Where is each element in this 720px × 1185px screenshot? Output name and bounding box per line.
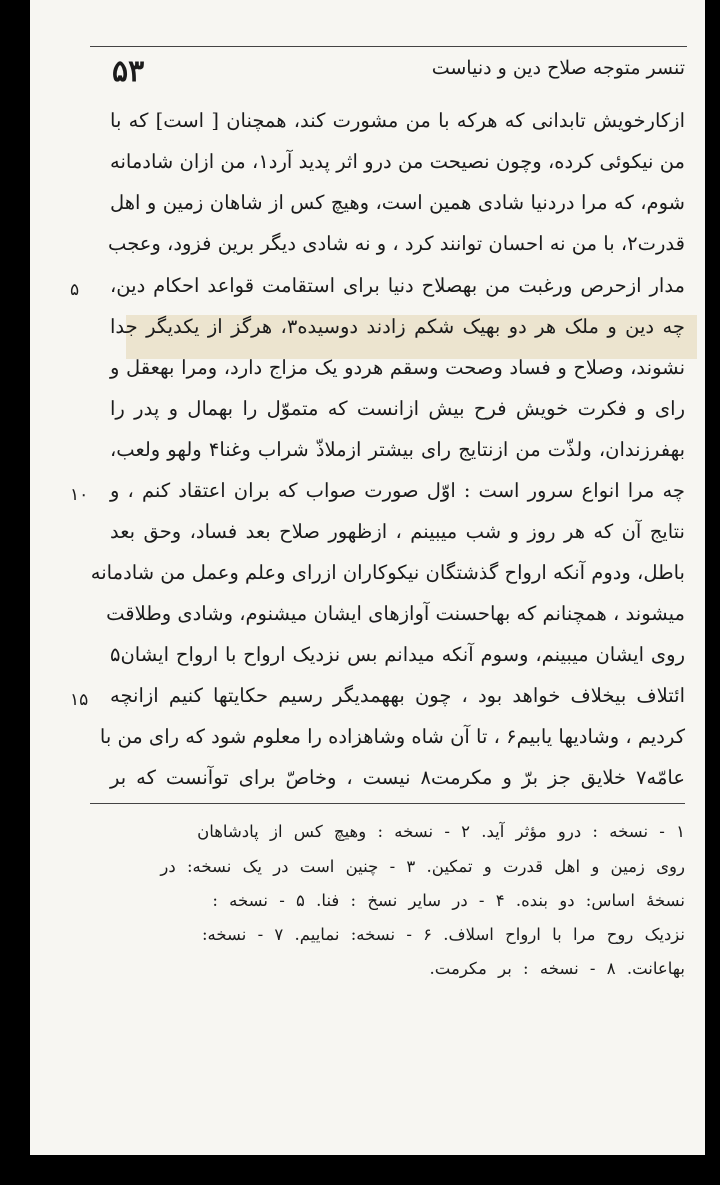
body-line: چه دین و ملک هر دو بهیک شکم زادند دوسیده۳، هرگز از یکدیگر جدا <box>110 315 685 338</box>
body-line: ائتلاف بیخلاف خواهد بود ، چون بههمدیگر رسیم حکایتها کنیم ازانچه <box>110 684 685 707</box>
body-line: روی ایشان میبینم، وسوم آنکه میدانم بس نزدیک ارواح با ارواح ایشان۵ <box>110 643 685 666</box>
body-line: عامّه۷ خلایق جز برّ و مکرمت۸ نیست ، وخاصّ برای توآنست که بر <box>110 766 685 789</box>
body-line: نشوند، وصلاح و فساد وصحت وسقم هردو یک مزاج دارد، ومرا بهعقل و <box>110 356 685 379</box>
body-line: باطل، ودوم آنکه ارواح گذشتگان نیکوکاران ازرای وعلم وعمل من شادمانه <box>90 561 685 584</box>
footnote-line: بهاعانت. ۸ - نسخه : بر مکرمت. <box>429 959 685 978</box>
body-line: من نیکوئی کرده، وچون نصیحت من درو اثر پدید آرد۱، من ازان شادمانه <box>110 150 685 173</box>
footnote-line: نزدیک روح مرا با ارواح اسلاف. ۶ - نسخه: نماییم. ۷ - نسخه: <box>201 925 685 944</box>
header-rule <box>90 46 687 47</box>
line-number: ۱۰ <box>70 485 89 505</box>
body-line: ازکارخویش تابدانی که هرکه با من مشورت کند، همچنان [ است] که با <box>110 109 685 132</box>
body-line: کردیم ، وشادیها یابیم۶ ، تا آن شاه وشاهزاده را معلوم شود که رای من با <box>99 725 685 748</box>
body-line: شوم، که مرا دردنیا شادی همین است، وهیچ کس از شاهان زمین و اهل <box>110 191 685 214</box>
line-number: ۵ <box>70 280 80 300</box>
body-line: رای و فکرت خویش فرح بیش ازانست که متموّل را بهمال و پدر را <box>110 397 685 420</box>
body-line: مدار ازحرص ورغبت من بهصلاح دنیا برای استقامت قواعد احکام دین، <box>110 274 685 297</box>
page-number: ۵۳ <box>112 54 145 89</box>
running-title: تنسر متوجه صلاح دین و دنیاست <box>431 57 685 79</box>
body-line: بهفرزندان، ولذّت من ازنتایج رای بیشتر ازملاذّ شراب وغنا۴ ولهو ولعب، <box>110 438 685 461</box>
body-line: میشوند ، همچنانم که بهاحسنت آوازهای ایشان میشنوم، وشادی وطلاقت <box>106 602 685 625</box>
footnote-line: ۱ - نسخه : درو مؤثر آید. ۲ - نسخه : وهیچ کس از پادشاهان <box>197 822 685 841</box>
footnote-line: نسخهٔ اساس: دو بنده. ۴ - در سایر نسخ : فنا. ۵ - نسخه : <box>212 891 685 910</box>
body-line: چه مرا انواع سرور است : اوّل صورت صواب که بران اعتقاد کنم ، و <box>110 479 685 502</box>
body-line: قدرت۲، با من نه احسان توانند کرد ، و نه شادی دیگر برین فزود، وعجب <box>108 232 685 255</box>
footnote-rule <box>90 803 685 804</box>
footnote-line: روی زمین و اهل قدرت و تمکین. ۳ - چنین است در یک نسخه: در <box>160 857 685 876</box>
line-number: ۱۵ <box>70 690 89 710</box>
body-line: نتایج آن که هر روز و شب میبینم ، ازظهور صلاح بعد فساد، وحق بعد <box>110 520 685 543</box>
book-page <box>30 0 705 1155</box>
